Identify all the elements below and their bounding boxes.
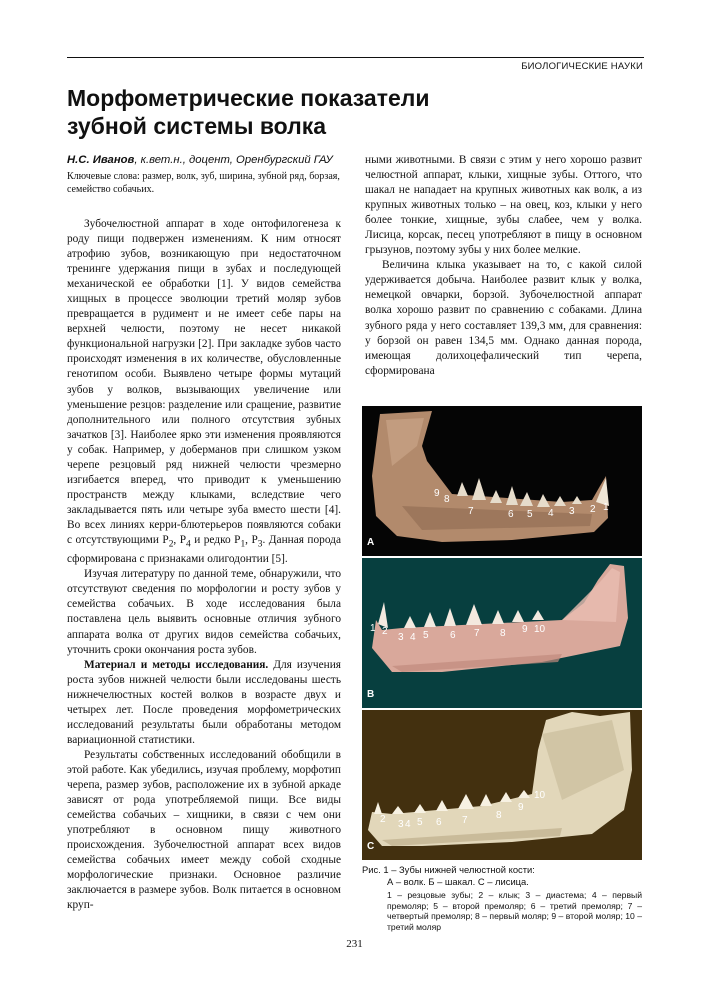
paragraph-continued: ными животными. В связи с этим у него хорошо развит челюстной аппарат, клыки, хищные зубы. Оттого, что шакал не нападает на крупных животных как волк, а из крупных животных только – на овец, коз, клыки у него более тонкие, хищные, зубы слабее, чем у волка. Лисица, корсак, песец употребляют в пищу в основном грызунов, поэтому зубы у них более мелкие. xyxy=(365,154,642,257)
photo-jackal-jaw: 1 2 3 4 5 6 7 8 9 10 B xyxy=(362,558,642,708)
figure-caption xyxy=(362,864,642,932)
caption-title: Рис. 1 – Зубы нижней челюстной кости: xyxy=(362,864,535,875)
paragraph-methods: Материал и методы исследования. Для изучения роста зубов нижней челюсти были исследованы шесть нижнечелюстных костей волков в возрасте двух и четырех лет. После проведения морфометрических исследований результаты были обработаны методом вариационной статистики. xyxy=(67,658,342,746)
keywords: Ключевые слова: размер, волк, зуб, ширина, зубной ряд, борзая, семейство собачьих. xyxy=(67,171,340,195)
paragraph-canine: Величина клыка указывает на то, с какой силой удерживается добыча. Наиболее развит клык у волка, немецкой овчарки, борзой. Зубочелюстной аппарат волка хорошо развит по сравнению с собаками. Длина зубного ряда у него составляет 139,3 мм, для сравнения: у борзой он равен 134,5 мм. Однако данная порода, имеющая долихоцефалический тип черепа, сформирована xyxy=(365,259,642,377)
section-label: БИОЛОГИЧЕСКИЕ НАУКИ xyxy=(521,61,643,72)
caption-species: А – волк. Б – шакал. С – лисица. xyxy=(387,876,529,887)
left-column xyxy=(67,153,341,913)
article-title xyxy=(67,84,447,140)
panel-label-c: C xyxy=(367,841,375,852)
author-line xyxy=(67,153,341,168)
photo-fox-jaw: 2 3 4 5 6 7 8 9 10 C xyxy=(362,710,642,860)
panel-label-b: B xyxy=(367,689,375,700)
fox-jaw-image xyxy=(362,710,642,860)
figure-jaws xyxy=(362,406,642,932)
header-rule xyxy=(67,57,644,58)
methods-heading: Материал и методы исследования. xyxy=(84,658,269,671)
panel-label-a: A xyxy=(367,537,375,548)
wolf-jaw-image xyxy=(362,406,642,556)
photo-wolf-jaw: 9 8 7 6 5 4 3 2 1 A xyxy=(362,406,642,556)
title-line-2: зубной системы волка xyxy=(67,113,327,139)
caption-legend: 1 – резцовые зубы; 2 – клык; 3 – диастема; 4 – первый премоляр; 5 – второй премоляр; 6 – третий премоляр; 7 – четвертый премоляр; 8 – первый моляр; 9 – второй моляр; 10 – третий моляр xyxy=(387,890,642,932)
page-number: 231 xyxy=(346,938,363,950)
author-affiliation: , к.вет.н., доцент, Оренбургский ГАУ xyxy=(134,154,333,166)
title-line-1: Морфометрические показатели xyxy=(67,85,430,111)
paragraph-results: Результаты собственных исследований обобщили в этой работе. Как убедились, изучая проблему, морфотип черепа, размер зубов, расположение их в зубной аркаде зависят от рода употребляемой пищи. Все виды семейства собачьих – хищники, в связи с чем они употребляют в основном пищу животного происхождения. Зубочелюстной аппарат всех видов семейства собачьих имеет между собой сходные морфологические признаки. Основное различие заключается в размере зубов. Волк питается в основном круп- xyxy=(67,748,341,912)
paragraph-literature: Изучая литературу по данной теме, обнаружили, что отсутствуют сведения по морфологии и росту зубов у семейства собачьих. В ходе исследования была поставлена цель выявить основные отличия зубного аппарата волка от других видов семейства собачьих, уточнить сроки окончания роста зубов. xyxy=(67,568,341,656)
right-column xyxy=(365,153,642,379)
paragraph-intro: Зубочелюстной аппарат в ходе онтофилогенеза к роду пищи подвержен изменениям. К ним относят атрофию зубов, возникающую при недостаточном тренинге удержания пищи в зубах и последующей механической ее обработки [1]. У видов семейства хищных в процессе эволюции третий моляр зубов превращается в рудимент и не имеет себе пары на верхней челюсти, поэтому не несет никакой функциональной нагрузки [2]. При закладке зубов часто происходят изменения в их количестве, обусловленные генотипом особи. Выявлено четыре формы мутаций зубов у волков, вызывающих увеличение или уменьшение резцов: разделение или сращение, развитие дополнительного или полного отсутствия зубных зачатков [3]. Наиболее ярко эти изменения проявляются у собак. Например, у доберманов при слишком узком черепе резцовый ряд нижней челюсти чрезмерно изгибается вперед, что приводит к уменьшению пространств между клыками, вследствие чего закладывается пять или четыре зуба вместо шести [4]. Во всех линиях керри-блютерьеров появляются собаки с отсутствующими $P_2$, $P_4$ и редко $P_1$, $P_3$. Данная порода сформирована с признаками олигодонтии [5]. xyxy=(67,218,341,566)
author-name: Н.С. Иванов xyxy=(67,154,135,166)
